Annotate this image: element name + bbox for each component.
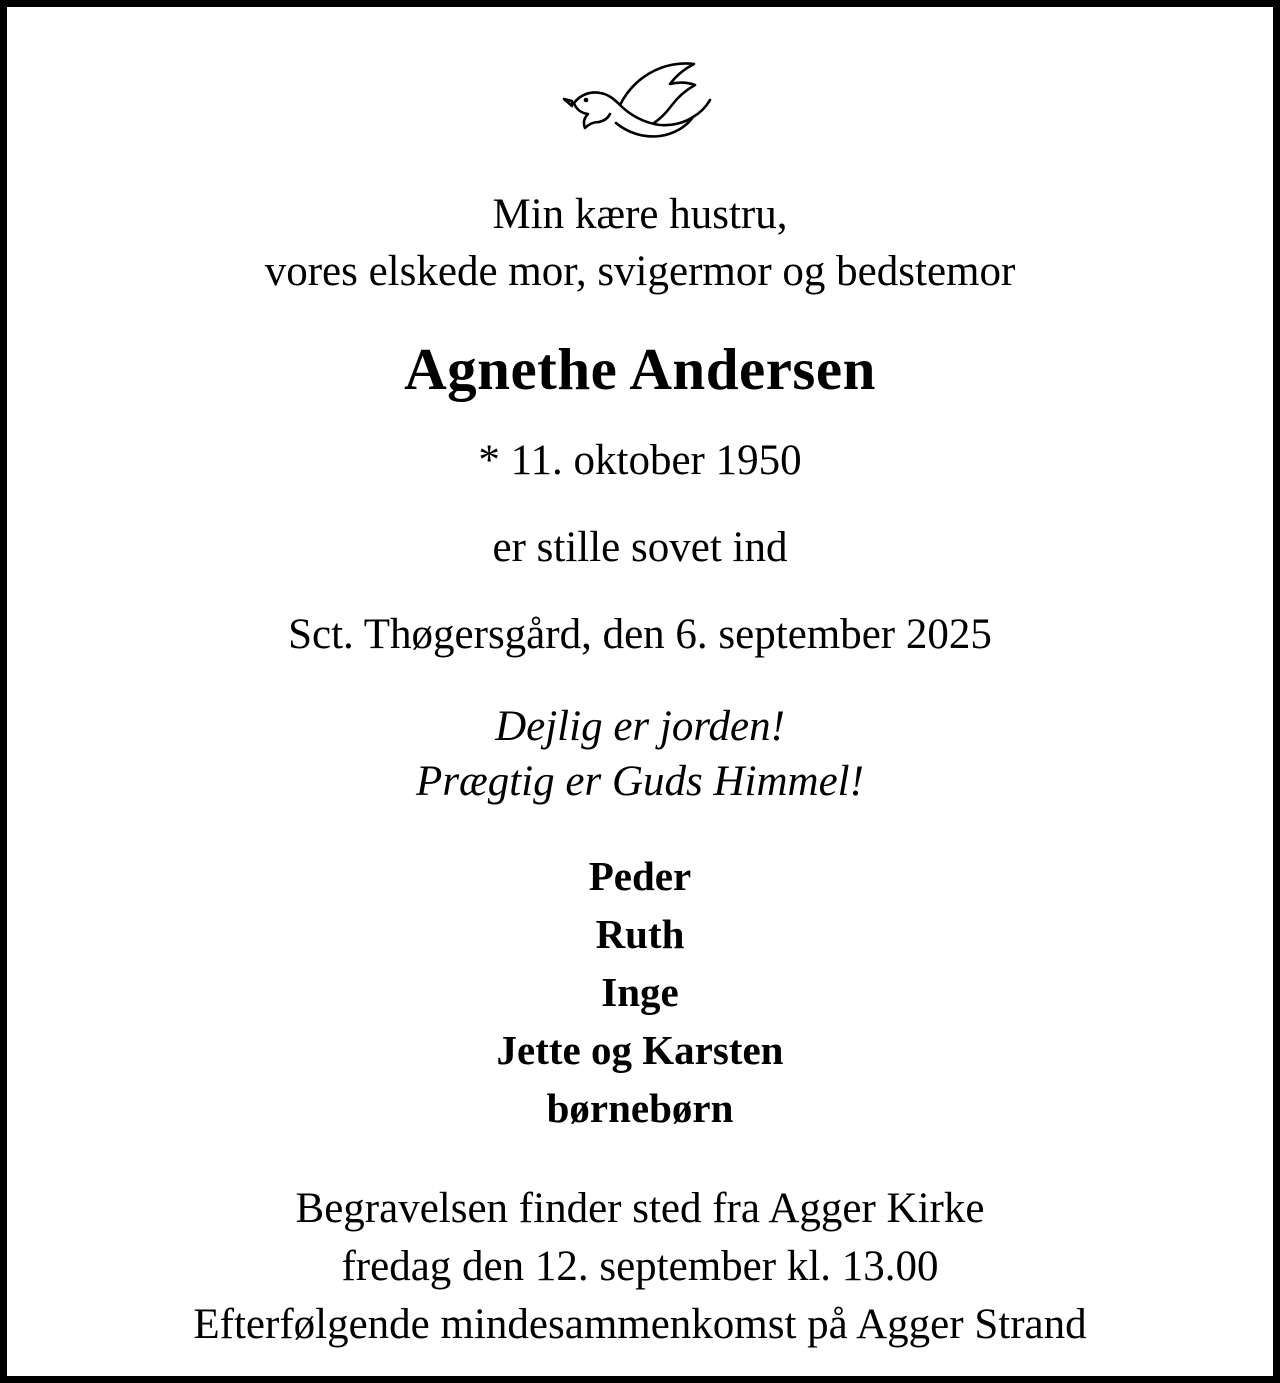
funeral-details (193, 1180, 1086, 1354)
birth-date: * 11. oktober 1950 (478, 436, 802, 484)
verse-line-1: Dejlig er jorden! (495, 702, 785, 750)
survivor-name: Ruth (595, 910, 685, 957)
verse-line-2: Prægtig er Guds Himmel! (416, 757, 864, 805)
survivor-name: børnebørn (546, 1085, 734, 1132)
funeral-line-3: Efterfølgende mindesammenkomst på Agger Strand (193, 1300, 1087, 1348)
survivor-name: Jette og Karsten (496, 1027, 784, 1074)
funeral-line-2: fredag den 12. september kl. 13.00 (341, 1242, 939, 1290)
passing-text: er stille sovet ind (492, 523, 788, 571)
funeral-line-1: Begravelsen finder sted fra Agger Kirke (295, 1184, 985, 1232)
deceased-name: Agnethe Andersen (404, 335, 876, 402)
place-and-date: Sct. Thøgersgård, den 6. september 2025 (288, 610, 992, 658)
survivor-name: Inge (601, 969, 679, 1015)
dove-icon (560, 51, 720, 161)
intro-line-1: Min kære hustru, (492, 191, 788, 238)
verse-text (416, 699, 864, 809)
survivor-name: Peder (588, 852, 692, 899)
intro-line-2: vores elskede mor, svigermor og bedstemor (264, 247, 1016, 295)
intro-text (265, 187, 1016, 301)
survivors-list (497, 847, 784, 1138)
